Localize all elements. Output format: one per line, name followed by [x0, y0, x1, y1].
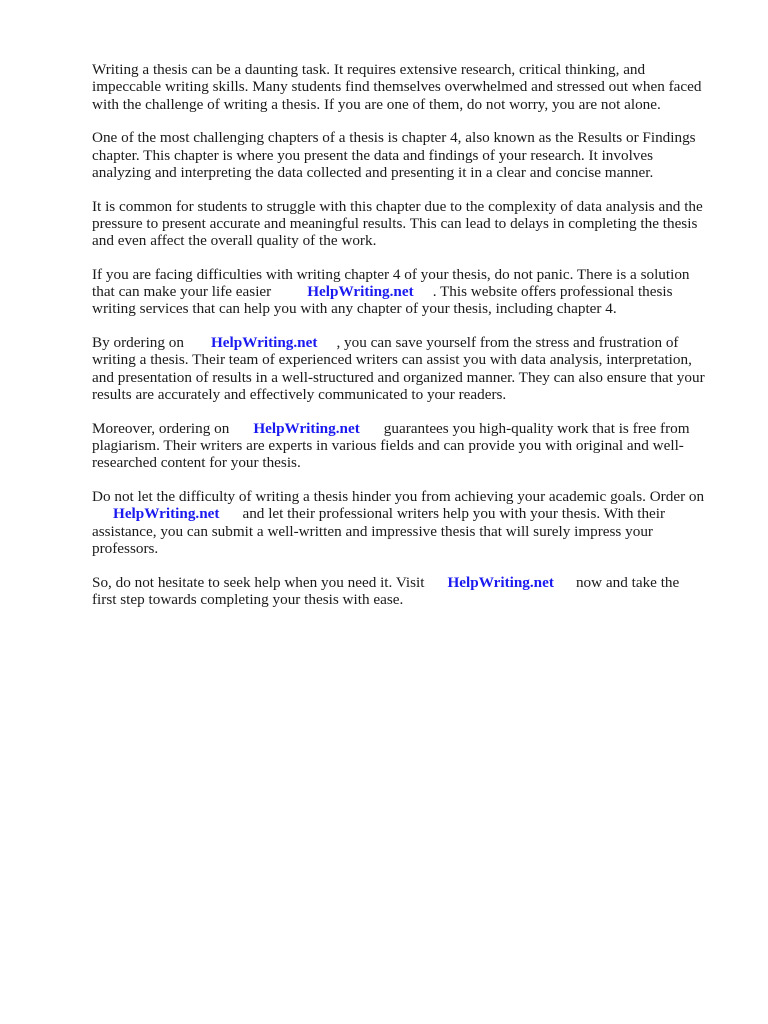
link-prefix-text: Moreover, ordering on [92, 419, 230, 437]
paragraph-ordering [92, 334, 722, 403]
paragraph-struggle [92, 198, 722, 250]
text-line: professors. [92, 539, 159, 557]
text-line: It is common for students to struggle with this chapter due to the complexity of data analysis and the [92, 197, 703, 215]
text-line: writing a thesis. Their team of experienced writers can assist you with data analysis, interpretation, [92, 351, 692, 369]
text-line: results are accurately and effectively communicated to your readers. [92, 386, 507, 404]
text-line: chapter. This chapter is where you present the data and findings of your research. It involves [92, 146, 654, 164]
text-line: plagiarism. Their writers are experts in various fields and can provide you with original and well- [92, 437, 684, 454]
document-body [92, 61, 722, 625]
paragraph-closing [92, 574, 722, 609]
text-line: assistance, you can submit a well-written and impressive thesis that will surely impress your [92, 522, 653, 540]
paragraph-goals [92, 488, 722, 557]
helpwriting-link[interactable]: HelpWriting.net [447, 573, 554, 591]
helpwriting-link[interactable]: HelpWriting.net [307, 283, 414, 301]
text-line: writing services that can help you with any chapter of your thesis, including chapter 4. [92, 300, 617, 318]
link-prefix-text: that can make your life easier [92, 283, 272, 301]
text-line: impeccable writing skills. Many students find themselves overwhelmed and stressed out when faced [92, 78, 702, 96]
paragraph-solution [92, 266, 722, 318]
text-line: If you are facing difficulties with writing chapter 4 of your thesis, do not panic. There is a solution [92, 265, 690, 283]
text-line-with-link [92, 334, 722, 351]
link-suffix-text: and let their professional writers help you with your thesis. With their [242, 505, 666, 523]
link-prefix-text: By ordering on [92, 334, 184, 352]
text-line: Writing a thesis can be a daunting task. It requires extensive research, critical thinking, and [92, 61, 646, 78]
paragraph-quality [92, 420, 722, 472]
link-suffix-text: guarantees you high-quality work that is free from [383, 419, 690, 437]
text-line-with-link [92, 283, 722, 300]
helpwriting-link[interactable]: HelpWriting.net [113, 505, 220, 523]
text-line: pressure to present accurate and meaningful results. This can lead to delays in completing the thesis [92, 214, 698, 232]
helpwriting-link[interactable]: HelpWriting.net [253, 419, 360, 437]
text-line-with-link [92, 505, 722, 522]
link-prefix-text: So, do not hesitate to seek help when you need it. Visit [92, 573, 425, 591]
text-line: with the challenge of writing a thesis. If you are one of them, do not worry, you are not alone. [92, 95, 661, 113]
paragraph-intro [92, 61, 722, 113]
paragraph-chapter-four [92, 129, 722, 181]
text-line: analyzing and interpreting the data collected and presenting it in a clear and concise manner. [92, 163, 654, 181]
text-line: researched content for your thesis. [92, 454, 301, 472]
text-line: first step towards completing your thesis with ease. [92, 590, 404, 608]
helpwriting-link[interactable]: HelpWriting.net [210, 334, 318, 352]
text-line: Do not let the difficulty of writing a thesis hinder you from achieving your academic goals. Order on [92, 487, 705, 505]
text-line-with-link [92, 420, 722, 437]
text-line: One of the most challenging chapters of a thesis is chapter 4, also known as the Results or Findings [92, 129, 696, 147]
text-line-with-link [92, 574, 722, 591]
link-suffix-text: now and take the [575, 573, 680, 591]
link-suffix-text: . This website offers professional thesis [432, 283, 673, 301]
text-line: and presentation of results in a well-structured and organized manner. They can also ensure that your [92, 368, 705, 386]
link-suffix-text: , you can save yourself from the stress and frustration of [336, 334, 679, 352]
text-line: and even affect the overall quality of the work. [92, 232, 377, 250]
